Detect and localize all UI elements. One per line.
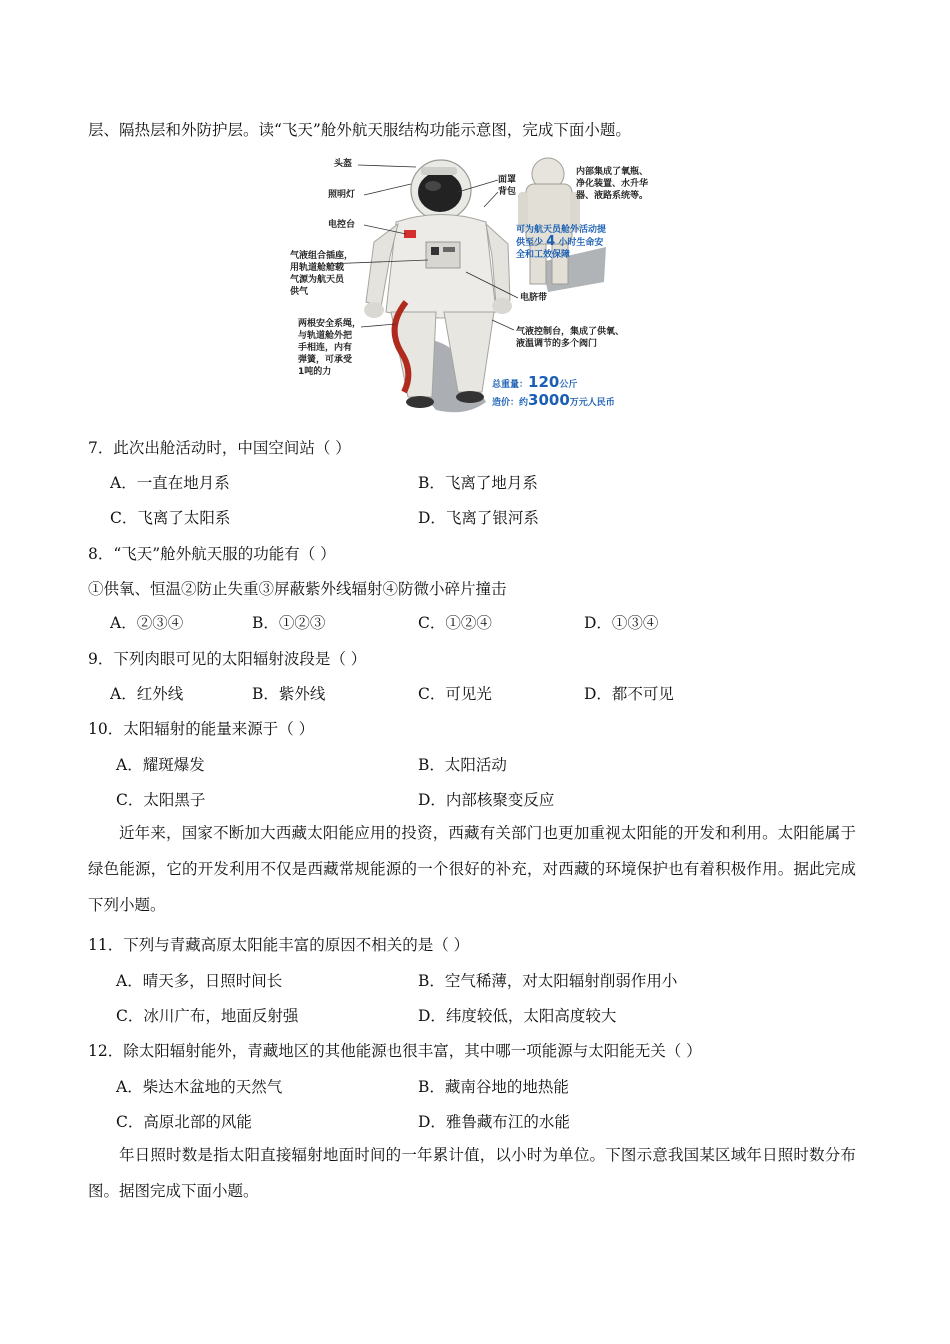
- spacesuit-figure: [286, 152, 666, 422]
- label-support: 可为航天员舱外活动提 供至少 4 小时生命安 全和工效保障: [516, 225, 607, 260]
- stat-cost: 造价：约3000万元人民币: [492, 391, 615, 409]
- question-7-option-d[interactable]: D．飞离了银河系: [418, 509, 539, 527]
- question-8-option-d[interactable]: D．①③④: [584, 614, 659, 632]
- label-socket: 气液组合插座， 用轨道舱舱载 气源为航天员 供气: [290, 251, 354, 297]
- question-11-option-a[interactable]: A．晴天多，日照时间长: [116, 972, 283, 990]
- question-8-statements: ①供氧、恒温②防止失重③屏蔽紫外线辐射④防微小碎片撞击: [88, 580, 507, 598]
- question-11-stem: 11．下列与青藏高原太阳能丰富的原因不相关的是（ ）: [88, 936, 470, 954]
- question-8-stem: 8．“飞天”舱外航天服的功能有（ ）: [88, 545, 336, 563]
- question-11-option-b[interactable]: B．空气稀薄，对太阳辐射削弱作用小: [418, 972, 678, 990]
- label-umbilical: 电脐带: [520, 293, 548, 303]
- question-12-option-c[interactable]: C．高原北部的风能: [116, 1113, 252, 1131]
- passage-sunshine-hours: 年日照时数是指太阳直接辐射地面时间的一年累计值，以小时为单位。下图示意我国某区域年日照时数分布图。据图完成下面小题。: [88, 1146, 856, 1200]
- label-lamp: 照明灯: [328, 190, 356, 200]
- question-12-option-b[interactable]: B．藏南谷地的地热能: [418, 1078, 569, 1096]
- label-tethers: 两根安全系绳， 与轨道舱外把 手相连，内有 弹簧，可承受 1吨的力: [298, 319, 362, 377]
- question-9-option-a[interactable]: A．红外线: [110, 685, 184, 703]
- question-12-stem: 12．除太阳辐射能外，青藏地区的其他能源也很丰富，其中哪一项能源与太阳能无关（ ）: [88, 1042, 702, 1060]
- question-10-option-b[interactable]: B．太阳活动: [418, 756, 507, 774]
- question-11-option-c[interactable]: C．冰川广布，地面反射强: [116, 1007, 299, 1025]
- question-9-option-b[interactable]: B．紫外线: [252, 685, 326, 703]
- passage-tibet-solar: 近年来，国家不断加大西藏太阳能应用的投资，西藏有关部门也更加重视太阳能的开发和利用。太阳能属于绿色能源，它的开发利用不仅是西藏常规能源的一个很好的补充，对西藏的环境保护也有着积极作用。据此完成下列小题。: [88, 824, 856, 914]
- question-12-option-a[interactable]: A．柴达木盆地的天然气: [116, 1078, 283, 1096]
- question-10-option-c[interactable]: C．太阳黑子: [116, 791, 206, 809]
- question-9-option-d[interactable]: D．都不可见: [584, 685, 674, 703]
- question-9-stem: 9．下列肉眼可见的太阳辐射波段是（ ）: [88, 650, 367, 668]
- question-7-option-a[interactable]: A．一直在地月系: [110, 474, 230, 492]
- label-backpack: 背包: [498, 187, 517, 197]
- question-7-option-b[interactable]: B．飞离了地月系: [418, 474, 538, 492]
- question-11-option-d[interactable]: D．纬度较低，太阳高度较大: [418, 1007, 617, 1025]
- label-integrated: 内部集成了氧瓶、 净化装置、水升华 器、液路系统等。: [576, 167, 649, 201]
- question-8-option-b[interactable]: B．①②③: [252, 614, 326, 632]
- question-10-option-a[interactable]: A．耀斑爆发: [116, 756, 205, 774]
- question-10-stem: 10．太阳辐射的能量来源于（ ）: [88, 720, 315, 738]
- question-8-option-a[interactable]: A．②③④: [110, 614, 184, 632]
- question-8-option-c[interactable]: C．①②④: [418, 614, 492, 632]
- label-console: 电控台: [328, 220, 356, 230]
- label-helmet: 头盔: [334, 159, 353, 169]
- question-9-option-c[interactable]: C．可见光: [418, 685, 492, 703]
- stat-weight: 总重量：120公斤: [492, 373, 578, 391]
- question-7-option-c[interactable]: C．飞离了太阳系: [110, 509, 231, 527]
- question-12-option-d[interactable]: D．雅鲁藏布江的水能: [418, 1113, 570, 1131]
- passage-intro-tail: 层、隔热层和外防护层。读“飞天”舱外航天服结构功能示意图，完成下面小题。: [88, 121, 631, 139]
- question-10-option-d[interactable]: D．内部核聚变反应: [418, 791, 555, 809]
- label-control-panel: 气液控制台，集成了供氧、 液温调节的多个阀门: [516, 327, 625, 349]
- label-visor: 面罩: [498, 175, 517, 185]
- question-7-stem: 7．此次出舱活动时，中国空间站（ ）: [88, 439, 351, 457]
